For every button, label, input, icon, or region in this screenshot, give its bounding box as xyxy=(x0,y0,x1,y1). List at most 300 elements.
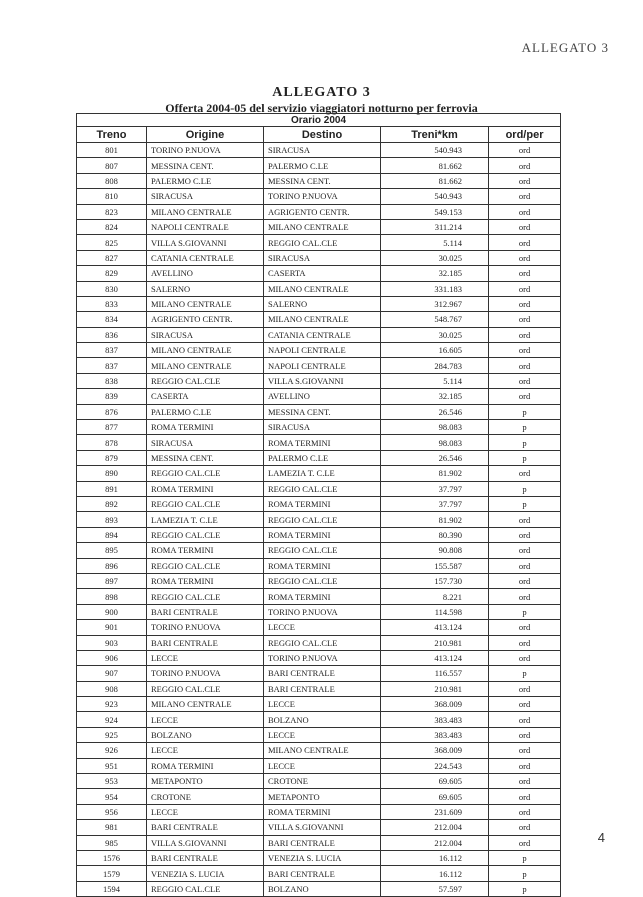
table-row xyxy=(77,358,561,373)
cell-destino: MILANO CENTRALE xyxy=(264,281,381,296)
cell-origine: MESSINA CENT. xyxy=(147,158,264,173)
cell-treno: 878 xyxy=(77,435,147,450)
cell-ord-per: ord xyxy=(489,189,561,204)
cell-destino: ROMA TERMINI xyxy=(264,589,381,604)
cell-treno: 837 xyxy=(77,343,147,358)
cell-destino: REGGIO CAL.CLE xyxy=(264,235,381,250)
cell-destino: REGGIO CAL.CLE xyxy=(264,512,381,527)
cell-destino: LECCE xyxy=(264,758,381,773)
cell-ord-per: ord xyxy=(489,758,561,773)
cell-treno: 876 xyxy=(77,404,147,419)
cell-treno: 877 xyxy=(77,420,147,435)
cell-origine: LAMEZIA T. C.LE xyxy=(147,512,264,527)
document-title: ALLEGATO 3 xyxy=(272,85,371,100)
cell-treni-km: 549.153 xyxy=(381,204,489,219)
corner-label: ALLEGATO 3 xyxy=(521,40,609,55)
cell-treno: 951 xyxy=(77,758,147,773)
table-row xyxy=(77,558,561,573)
cell-origine: NAPOLI CENTRALE xyxy=(147,219,264,234)
cell-destino: ROMA TERMINI xyxy=(264,804,381,819)
cell-treno: 807 xyxy=(77,158,147,173)
cell-origine: CROTONE xyxy=(147,789,264,804)
cell-origine: TORINO P.NUOVA xyxy=(147,143,264,158)
cell-treni-km: 8.221 xyxy=(381,589,489,604)
cell-ord-per: p xyxy=(489,866,561,881)
cell-treno: 1594 xyxy=(77,881,147,896)
table-row xyxy=(77,389,561,404)
cell-ord-per: ord xyxy=(489,820,561,835)
table-row xyxy=(77,189,561,204)
cell-treni-km: 368.009 xyxy=(381,743,489,758)
cell-destino: LECCE xyxy=(264,727,381,742)
cell-destino: REGGIO CAL.CLE xyxy=(264,635,381,650)
cell-origine: ROMA TERMINI xyxy=(147,758,264,773)
cell-ord-per: ord xyxy=(489,204,561,219)
table-row xyxy=(77,774,561,789)
cell-ord-per: ord xyxy=(489,804,561,819)
cell-destino: PALERMO C.LE xyxy=(264,158,381,173)
cell-treno: 839 xyxy=(77,389,147,404)
table-row xyxy=(77,204,561,219)
table-row xyxy=(77,820,561,835)
cell-treni-km: 383.483 xyxy=(381,727,489,742)
cell-origine: BOLZANO xyxy=(147,727,264,742)
cell-treno: 908 xyxy=(77,681,147,696)
cell-destino: CASERTA xyxy=(264,266,381,281)
cell-destino: BOLZANO xyxy=(264,712,381,727)
cell-treni-km: 155.587 xyxy=(381,558,489,573)
page-number: 4 xyxy=(597,830,605,845)
document-subtitle: Offerta 2004-05 del servizio viaggiatori notturno per ferrovia xyxy=(165,101,478,115)
cell-ord-per: ord xyxy=(489,173,561,188)
cell-origine: CASERTA xyxy=(147,389,264,404)
table-row xyxy=(77,620,561,635)
cell-ord-per: ord xyxy=(489,558,561,573)
table-row xyxy=(77,866,561,881)
cell-treno: 879 xyxy=(77,450,147,465)
cell-ord-per: ord xyxy=(489,573,561,588)
cell-treni-km: 98.083 xyxy=(381,435,489,450)
cell-ord-per: ord xyxy=(489,789,561,804)
cell-origine: LECCE xyxy=(147,804,264,819)
table-row xyxy=(77,173,561,188)
cell-origine: MILANO CENTRALE xyxy=(147,697,264,712)
cell-ord-per: ord xyxy=(489,774,561,789)
cell-treno: 810 xyxy=(77,189,147,204)
cell-treni-km: 5.114 xyxy=(381,373,489,388)
table-row xyxy=(77,881,561,896)
cell-origine: SIRACUSA xyxy=(147,189,264,204)
cell-ord-per: ord xyxy=(489,358,561,373)
cell-treno: 954 xyxy=(77,789,147,804)
cell-origine: METAPONTO xyxy=(147,774,264,789)
cell-destino: TORINO P.NUOVA xyxy=(264,650,381,665)
column-header-ord-per: ord/per xyxy=(489,127,561,143)
cell-origine: VILLA S.GIOVANNI xyxy=(147,235,264,250)
cell-treni-km: 81.662 xyxy=(381,158,489,173)
cell-treni-km: 157.730 xyxy=(381,573,489,588)
cell-treno: 823 xyxy=(77,204,147,219)
cell-treno: 833 xyxy=(77,296,147,311)
cell-ord-per: ord xyxy=(489,266,561,281)
cell-treno: 808 xyxy=(77,173,147,188)
cell-origine: SIRACUSA xyxy=(147,327,264,342)
cell-treno: 897 xyxy=(77,573,147,588)
cell-origine: MESSINA CENT. xyxy=(147,450,264,465)
cell-destino: PALERMO C.LE xyxy=(264,450,381,465)
table-row xyxy=(77,727,561,742)
cell-destino: REGGIO CAL.CLE xyxy=(264,481,381,496)
cell-destino: SALERNO xyxy=(264,296,381,311)
cell-treni-km: 368.009 xyxy=(381,697,489,712)
table-row xyxy=(77,681,561,696)
cell-origine: LECCE xyxy=(147,743,264,758)
cell-treno: 1579 xyxy=(77,866,147,881)
cell-destino: SIRACUSA xyxy=(264,143,381,158)
cell-destino: AGRIGENTO CENTR. xyxy=(264,204,381,219)
table-row xyxy=(77,527,561,542)
table-row xyxy=(77,219,561,234)
cell-treni-km: 210.981 xyxy=(381,635,489,650)
cell-treni-km: 16.112 xyxy=(381,866,489,881)
table-row xyxy=(77,789,561,804)
table-row xyxy=(77,804,561,819)
cell-origine: VILLA S.GIOVANNI xyxy=(147,835,264,850)
cell-treno: 891 xyxy=(77,481,147,496)
cell-ord-per: ord xyxy=(489,373,561,388)
cell-treno: 892 xyxy=(77,496,147,511)
cell-treno: 830 xyxy=(77,281,147,296)
table-row xyxy=(77,573,561,588)
column-header-treno: Treno xyxy=(77,127,147,143)
cell-origine: BARI CENTRALE xyxy=(147,635,264,650)
cell-treno: 898 xyxy=(77,589,147,604)
cell-destino: AVELLINO xyxy=(264,389,381,404)
cell-origine: ROMA TERMINI xyxy=(147,573,264,588)
cell-treno: 893 xyxy=(77,512,147,527)
table-row xyxy=(77,404,561,419)
table-caption: Orario 2004 xyxy=(77,114,561,127)
table-row xyxy=(77,143,561,158)
cell-destino: MILANO CENTRALE xyxy=(264,743,381,758)
cell-treni-km: 383.483 xyxy=(381,712,489,727)
cell-ord-per: p xyxy=(489,666,561,681)
cell-ord-per: p xyxy=(489,881,561,896)
table-row xyxy=(77,697,561,712)
cell-treni-km: 312.967 xyxy=(381,296,489,311)
cell-treni-km: 548.767 xyxy=(381,312,489,327)
cell-destino: METAPONTO xyxy=(264,789,381,804)
cell-ord-per: ord xyxy=(489,158,561,173)
cell-destino: REGGIO CAL.CLE xyxy=(264,573,381,588)
cell-origine: REGGIO CAL.CLE xyxy=(147,373,264,388)
column-header-origine: Origine xyxy=(147,127,264,143)
cell-treni-km: 16.605 xyxy=(381,343,489,358)
cell-destino: LECCE xyxy=(264,620,381,635)
cell-destino: CROTONE xyxy=(264,774,381,789)
cell-origine: BARI CENTRALE xyxy=(147,850,264,865)
cell-ord-per: ord xyxy=(489,235,561,250)
table-row xyxy=(77,250,561,265)
table-row xyxy=(77,373,561,388)
cell-destino: MILANO CENTRALE xyxy=(264,312,381,327)
cell-treno: 953 xyxy=(77,774,147,789)
cell-destino: MILANO CENTRALE xyxy=(264,219,381,234)
cell-treni-km: 5.114 xyxy=(381,235,489,250)
cell-origine: MILANO CENTRALE xyxy=(147,358,264,373)
cell-origine: REGGIO CAL.CLE xyxy=(147,681,264,696)
cell-ord-per: ord xyxy=(489,650,561,665)
cell-treno: 838 xyxy=(77,373,147,388)
cell-destino: ROMA TERMINI xyxy=(264,527,381,542)
cell-destino: TORINO P.NUOVA xyxy=(264,604,381,619)
cell-treno: 894 xyxy=(77,527,147,542)
cell-treni-km: 26.546 xyxy=(381,404,489,419)
cell-ord-per: ord xyxy=(489,143,561,158)
cell-destino: BARI CENTRALE xyxy=(264,666,381,681)
cell-origine: ROMA TERMINI xyxy=(147,420,264,435)
cell-origine: REGGIO CAL.CLE xyxy=(147,527,264,542)
cell-origine: PALERMO C.LE xyxy=(147,173,264,188)
cell-treno: 896 xyxy=(77,558,147,573)
cell-destino: CATANIA CENTRALE xyxy=(264,327,381,342)
cell-treno: 985 xyxy=(77,835,147,850)
column-header-destino: Destino xyxy=(264,127,381,143)
cell-origine: SALERNO xyxy=(147,281,264,296)
cell-origine: REGGIO CAL.CLE xyxy=(147,589,264,604)
timetable-table xyxy=(76,113,561,897)
cell-ord-per: ord xyxy=(489,343,561,358)
cell-origine: CATANIA CENTRALE xyxy=(147,250,264,265)
table-row xyxy=(77,435,561,450)
cell-treno: 829 xyxy=(77,266,147,281)
cell-treni-km: 30.025 xyxy=(381,327,489,342)
cell-origine: REGGIO CAL.CLE xyxy=(147,881,264,896)
cell-origine: TORINO P.NUOVA xyxy=(147,620,264,635)
cell-treni-km: 37.797 xyxy=(381,481,489,496)
table-row xyxy=(77,758,561,773)
table-row xyxy=(77,543,561,558)
cell-treno: 925 xyxy=(77,727,147,742)
cell-destino: MESSINA CENT. xyxy=(264,404,381,419)
cell-treno: 801 xyxy=(77,143,147,158)
cell-treni-km: 16.112 xyxy=(381,850,489,865)
table-row xyxy=(77,281,561,296)
cell-treni-km: 331.183 xyxy=(381,281,489,296)
cell-origine: MILANO CENTRALE xyxy=(147,343,264,358)
cell-treni-km: 81.902 xyxy=(381,466,489,481)
cell-destino: BOLZANO xyxy=(264,881,381,896)
table-row xyxy=(77,835,561,850)
cell-destino: LAMEZIA T. C.LE xyxy=(264,466,381,481)
cell-treni-km: 114.598 xyxy=(381,604,489,619)
cell-treno: 895 xyxy=(77,543,147,558)
table-row xyxy=(77,481,561,496)
table-row xyxy=(77,158,561,173)
cell-ord-per: p xyxy=(489,420,561,435)
cell-treno: 836 xyxy=(77,327,147,342)
table-row xyxy=(77,743,561,758)
cell-origine: ROMA TERMINI xyxy=(147,543,264,558)
cell-ord-per: p xyxy=(489,404,561,419)
timetable xyxy=(76,113,560,897)
cell-ord-per: ord xyxy=(489,466,561,481)
cell-treni-km: 413.124 xyxy=(381,620,489,635)
cell-treni-km: 32.185 xyxy=(381,266,489,281)
cell-treno: 837 xyxy=(77,358,147,373)
cell-ord-per: p xyxy=(489,850,561,865)
cell-origine: LECCE xyxy=(147,650,264,665)
cell-treni-km: 90.808 xyxy=(381,543,489,558)
cell-ord-per: ord xyxy=(489,281,561,296)
cell-origine: REGGIO CAL.CLE xyxy=(147,496,264,511)
cell-treno: 834 xyxy=(77,312,147,327)
cell-treno: 926 xyxy=(77,743,147,758)
cell-origine: PALERMO C.LE xyxy=(147,404,264,419)
cell-ord-per: p xyxy=(489,481,561,496)
cell-treni-km: 116.557 xyxy=(381,666,489,681)
table-row xyxy=(77,650,561,665)
cell-destino: VILLA S.GIOVANNI xyxy=(264,373,381,388)
cell-treno: 903 xyxy=(77,635,147,650)
cell-destino: NAPOLI CENTRALE xyxy=(264,358,381,373)
table-row xyxy=(77,296,561,311)
table-row xyxy=(77,496,561,511)
cell-ord-per: ord xyxy=(489,620,561,635)
cell-destino: TORINO P.NUOVA xyxy=(264,189,381,204)
cell-treno: 981 xyxy=(77,820,147,835)
cell-treno: 924 xyxy=(77,712,147,727)
cell-ord-per: ord xyxy=(489,727,561,742)
cell-treno: 827 xyxy=(77,250,147,265)
cell-treno: 907 xyxy=(77,666,147,681)
table-row xyxy=(77,420,561,435)
table-row xyxy=(77,235,561,250)
table-row xyxy=(77,712,561,727)
cell-destino: BARI CENTRALE xyxy=(264,835,381,850)
cell-treno: 1576 xyxy=(77,850,147,865)
cell-treni-km: 57.597 xyxy=(381,881,489,896)
cell-ord-per: ord xyxy=(489,512,561,527)
table-row xyxy=(77,266,561,281)
cell-treno: 900 xyxy=(77,604,147,619)
table-body xyxy=(77,143,561,897)
cell-destino: VILLA S.GIOVANNI xyxy=(264,820,381,835)
cell-origine: VENEZIA S. LUCIA xyxy=(147,866,264,881)
cell-ord-per: ord xyxy=(489,743,561,758)
cell-origine: MILANO CENTRALE xyxy=(147,296,264,311)
cell-origine: AVELLINO xyxy=(147,266,264,281)
cell-treno: 956 xyxy=(77,804,147,819)
cell-treno: 824 xyxy=(77,219,147,234)
cell-treni-km: 284.783 xyxy=(381,358,489,373)
cell-ord-per: ord xyxy=(489,697,561,712)
cell-destino: SIRACUSA xyxy=(264,250,381,265)
cell-destino: SIRACUSA xyxy=(264,420,381,435)
cell-treno: 825 xyxy=(77,235,147,250)
cell-ord-per: ord xyxy=(489,312,561,327)
cell-destino: LECCE xyxy=(264,697,381,712)
cell-origine: MILANO CENTRALE xyxy=(147,204,264,219)
cell-destino: MESSINA CENT. xyxy=(264,173,381,188)
table-row xyxy=(77,450,561,465)
cell-origine: AGRIGENTO CENTR. xyxy=(147,312,264,327)
table-row xyxy=(77,666,561,681)
cell-destino: REGGIO CAL.CLE xyxy=(264,543,381,558)
cell-treno: 890 xyxy=(77,466,147,481)
cell-destino: ROMA TERMINI xyxy=(264,496,381,511)
cell-origine: BARI CENTRALE xyxy=(147,604,264,619)
cell-destino: BARI CENTRALE xyxy=(264,681,381,696)
cell-ord-per: ord xyxy=(489,835,561,850)
cell-ord-per: ord xyxy=(489,219,561,234)
cell-origine: SIRACUSA xyxy=(147,435,264,450)
cell-treni-km: 32.185 xyxy=(381,389,489,404)
table-row xyxy=(77,312,561,327)
cell-ord-per: p xyxy=(489,450,561,465)
cell-ord-per: ord xyxy=(489,589,561,604)
cell-treni-km: 80.390 xyxy=(381,527,489,542)
column-header-treni-km: Treni*km xyxy=(381,127,489,143)
cell-treni-km: 69.605 xyxy=(381,789,489,804)
cell-ord-per: ord xyxy=(489,543,561,558)
cell-treni-km: 37.797 xyxy=(381,496,489,511)
table-row xyxy=(77,327,561,342)
cell-treno: 906 xyxy=(77,650,147,665)
cell-treno: 923 xyxy=(77,697,147,712)
cell-origine: LECCE xyxy=(147,712,264,727)
cell-origine: ROMA TERMINI xyxy=(147,481,264,496)
cell-origine: REGGIO CAL.CLE xyxy=(147,558,264,573)
table-row xyxy=(77,635,561,650)
cell-treni-km: 231.609 xyxy=(381,804,489,819)
table-row xyxy=(77,466,561,481)
cell-treni-km: 26.546 xyxy=(381,450,489,465)
table-row xyxy=(77,850,561,865)
cell-ord-per: ord xyxy=(489,389,561,404)
cell-ord-per: ord xyxy=(489,296,561,311)
cell-destino: VENEZIA S. LUCIA xyxy=(264,850,381,865)
cell-destino: ROMA TERMINI xyxy=(264,558,381,573)
cell-treno: 901 xyxy=(77,620,147,635)
cell-treni-km: 98.083 xyxy=(381,420,489,435)
table-row xyxy=(77,512,561,527)
cell-treni-km: 30.025 xyxy=(381,250,489,265)
cell-treni-km: 212.004 xyxy=(381,835,489,850)
cell-treni-km: 224.543 xyxy=(381,758,489,773)
cell-treni-km: 311.214 xyxy=(381,219,489,234)
cell-treni-km: 81.902 xyxy=(381,512,489,527)
cell-ord-per: ord xyxy=(489,635,561,650)
cell-treni-km: 210.981 xyxy=(381,681,489,696)
cell-treni-km: 69.605 xyxy=(381,774,489,789)
table-row xyxy=(77,589,561,604)
cell-treni-km: 540.943 xyxy=(381,143,489,158)
cell-ord-per: p xyxy=(489,496,561,511)
table-row xyxy=(77,604,561,619)
cell-treni-km: 212.004 xyxy=(381,820,489,835)
table-row xyxy=(77,343,561,358)
cell-ord-per: p xyxy=(489,604,561,619)
cell-ord-per: ord xyxy=(489,527,561,542)
cell-origine: BARI CENTRALE xyxy=(147,820,264,835)
cell-ord-per: p xyxy=(489,435,561,450)
cell-treni-km: 81.662 xyxy=(381,173,489,188)
cell-destino: ROMA TERMINI xyxy=(264,435,381,450)
cell-ord-per: ord xyxy=(489,250,561,265)
cell-ord-per: ord xyxy=(489,681,561,696)
cell-destino: BARI CENTRALE xyxy=(264,866,381,881)
